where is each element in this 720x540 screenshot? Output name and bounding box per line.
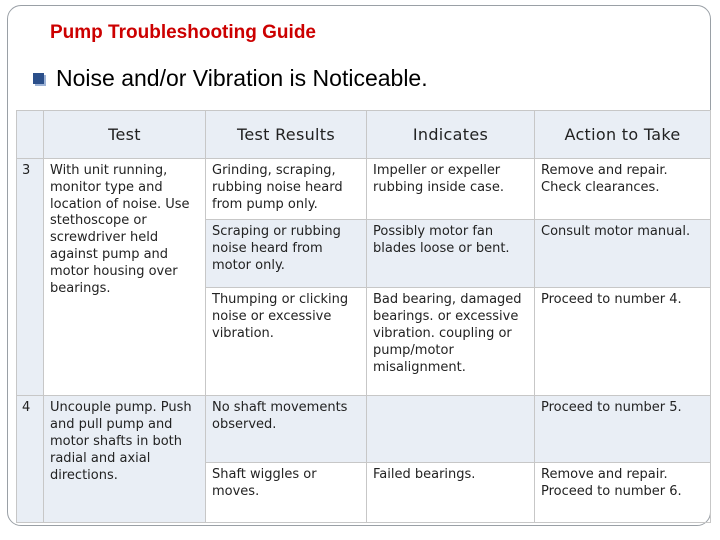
result-cell: Thumping or clicking noise or excessive vibration. (206, 288, 367, 396)
action-cell: Proceed to number 4. (535, 288, 711, 396)
action-cell: Consult motor manual. (535, 220, 711, 288)
row-number: 3 (17, 159, 44, 396)
result-cell: Grinding, scraping, rubbing noise heard from pump only. (206, 159, 367, 220)
header-test: Test (44, 111, 206, 159)
indicates-cell: Impeller or expeller rubbing inside case. (367, 159, 535, 220)
action-cell: Proceed to number 5. (535, 396, 711, 463)
test-cell: With unit running, monitor type and location of noise. Use stethoscope or screwdriver held against pump and motor housing over bearings. (44, 159, 206, 396)
test-cell: Uncouple pump. Push and pull pump and motor shafts in both radial and axial directions. (44, 396, 206, 523)
indicates-cell: Possibly motor fan blades loose or bent. (367, 220, 535, 288)
action-cell: Remove and repair. Proceed to number 6. (535, 463, 711, 523)
subtitle-text: Noise and/or Vibration is Noticeable. (56, 65, 428, 91)
square-bullet-icon (33, 73, 44, 84)
action-cell: Remove and repair. Check clearances. (535, 159, 711, 220)
result-cell: No shaft movements observed. (206, 396, 367, 463)
table-row (17, 159, 711, 220)
row-number: 4 (17, 396, 44, 523)
indicates-cell: Failed bearings. (367, 463, 535, 523)
indicates-cell (367, 396, 535, 463)
header-indicates: Indicates (367, 111, 535, 159)
result-cell: Shaft wiggles or moves. (206, 463, 367, 523)
troubleshooting-table (16, 110, 711, 523)
table-header-row (17, 111, 711, 159)
result-cell: Scraping or rubbing noise heard from motor only. (206, 220, 367, 288)
header-number (17, 111, 44, 159)
header-action: Action to Take (535, 111, 711, 159)
page-title: Pump Troubleshooting Guide (50, 22, 316, 43)
header-test-results: Test Results (206, 111, 367, 159)
subtitle-line (33, 65, 428, 92)
indicates-cell: Bad bearing, damaged bearings. or excessive vibration. coupling or pump/motor misalignment. (367, 288, 535, 396)
table-row (17, 396, 711, 463)
